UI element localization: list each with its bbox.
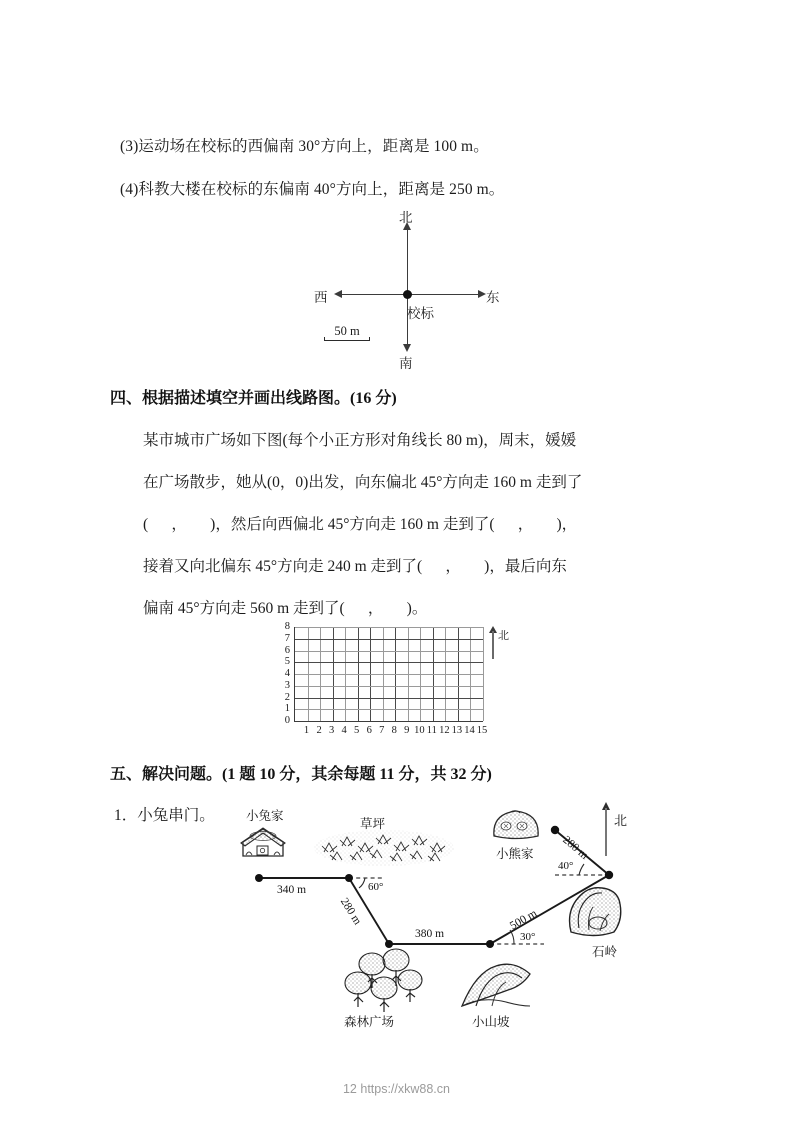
school-marker-dot-icon: [403, 290, 412, 299]
compass-vertical-axis: [407, 226, 408, 350]
grid-x-tick-label: 8: [391, 725, 397, 736]
compass-label-west: 西: [314, 290, 328, 305]
distance-label-lawn-to-plaza: 280 m: [337, 896, 364, 928]
scale-bar-label: 50 m: [334, 324, 360, 338]
distance-label-ridge-to-bear: 280 m: [560, 834, 591, 862]
grid-hline: [295, 686, 483, 687]
grid-x-tick-label: 13: [451, 725, 463, 736]
page-footer: 12 https://xkw88.cn: [342, 1082, 450, 1096]
question-4-text: (4)科教大楼在校标的东偏南 40°方向上，距离是 250 m。: [120, 181, 505, 198]
grid-x-tick-label: 4: [341, 725, 347, 736]
grid-north-label: 北: [498, 630, 509, 642]
section-4-line-3: ( ， )，然后向西偏北 45°方向走 160 m 走到了( ， )，: [143, 516, 578, 533]
grid-y-tick-label: 2: [284, 691, 290, 703]
place-label-lawn: 草坪: [360, 817, 386, 831]
section-4-line-2: 在广场散步，她从(0，0)出发，向东偏北 45°方向走 160 m 走到了: [143, 474, 583, 491]
section-4-line-4: 接着又向北偏东 45°方向走 240 m 走到了( ， )，最后向东: [143, 558, 567, 575]
grid-x-tick-label: 12: [439, 725, 450, 736]
coordinate-grid-figure: [272, 622, 512, 746]
grid-x-tick-label: 9: [404, 725, 410, 736]
map-north-indicator: [602, 802, 628, 860]
grid-y-tick-label: 7: [284, 632, 290, 644]
grid-x-tick-label: 6: [366, 725, 372, 736]
map-north-arrow-shaft: [605, 808, 607, 856]
place-label-stone-ridge: 石岭: [592, 945, 618, 959]
grid-y-tick-label: 4: [284, 668, 290, 679]
grid-hline: [295, 662, 483, 663]
distance-label-rabbit-to-lawn: 340 m: [277, 884, 307, 896]
grid-y-tick-label: 3: [284, 679, 290, 691]
rock-icon-shape: [570, 888, 621, 936]
grid-hline: [295, 674, 483, 675]
scale-bar: [324, 324, 370, 341]
grid-x-tick-label: 14: [464, 725, 475, 736]
bear-house-icon-shape: [494, 811, 538, 839]
place-label-small-hill: 小山坡: [472, 1015, 510, 1029]
grid-x-tick-label: 3: [328, 725, 335, 736]
grid-y-tick-label: 6: [284, 644, 290, 656]
grid-plot-area: [294, 627, 483, 722]
grid-x-tick-label: 7: [379, 725, 385, 736]
grid-y-tick-label: 0: [284, 715, 290, 726]
angle-label-at-ridge: 40°: [558, 860, 574, 872]
grid-north-indicator: [488, 626, 512, 660]
grid-hline: [295, 651, 483, 652]
west-arrowhead-icon: [334, 290, 342, 298]
compass-label-south: 南: [399, 356, 413, 371]
grid-x-tick-label: 15: [476, 725, 488, 736]
map-illustration: [232, 800, 682, 1055]
place-label-forest-plaza: 森林广场: [344, 1015, 395, 1029]
place-label-rabbit-house: 小兔家: [246, 809, 284, 823]
grid-north-arrow-shaft: [492, 631, 494, 659]
grid-y-tick-label: 1: [284, 703, 290, 715]
angle-label-at-lawn: 60°: [368, 881, 384, 893]
distance-label-plaza-to-hill: 380 m: [415, 928, 445, 940]
grid-hline: [295, 709, 483, 710]
grid-x-tick-label: 1: [303, 725, 310, 736]
house-icon-shape: [241, 828, 285, 856]
trees-icon-shape: [345, 949, 422, 1012]
grid-hline: [295, 639, 483, 640]
grid-x-tick-label: 10: [414, 725, 425, 736]
east-arrowhead-icon: [478, 290, 486, 298]
compass-label-east: 东: [486, 290, 500, 305]
grid-x-tick-label: 11: [426, 725, 437, 736]
compass-label-center: 校标: [407, 306, 434, 321]
section-4-line-5: 偏南 45°方向走 560 m 走到了( ， )。: [143, 600, 428, 617]
grass-patch-shape: [314, 830, 454, 866]
grid-y-tick-label: 5: [284, 656, 290, 668]
scale-bar-line: [324, 340, 370, 341]
grid-x-tick-label: 2: [316, 725, 322, 736]
grid-vline: [483, 627, 484, 721]
compass-label-north: 北: [399, 210, 413, 225]
grid-x-tick-label: 5: [354, 725, 360, 736]
hill-icon-shape: [462, 964, 530, 1006]
section-4-line-1: 某市城市广场如下图(每个小正方形对角线长 80 m)，周末，媛媛: [143, 432, 577, 449]
question-3-text: (3)运动场在校标的西偏南 30°方向上，距离是 100 m。: [120, 138, 489, 155]
distance-label-hill-to-ridge: 500 m: [508, 907, 540, 933]
compass-figure: [310, 210, 510, 371]
south-arrowhead-icon: [403, 344, 411, 352]
map-north-label: 北: [614, 813, 628, 828]
grid-y-tick-label: 8: [284, 621, 290, 632]
section-5-heading: 五、解决问题。(1 题 10 分，其余每题 11 分，共 32 分): [110, 766, 492, 783]
place-label-bear-house: 小熊家: [496, 847, 534, 861]
grid-hline: [295, 627, 483, 628]
grid-hline: [295, 698, 483, 699]
section-5-question-1-text: 1．小兔串门。: [114, 807, 215, 824]
section-4-heading: 四、根据描述填空并画出线路图。(16 分): [110, 390, 397, 407]
angle-label-at-hill: 30°: [520, 931, 536, 943]
